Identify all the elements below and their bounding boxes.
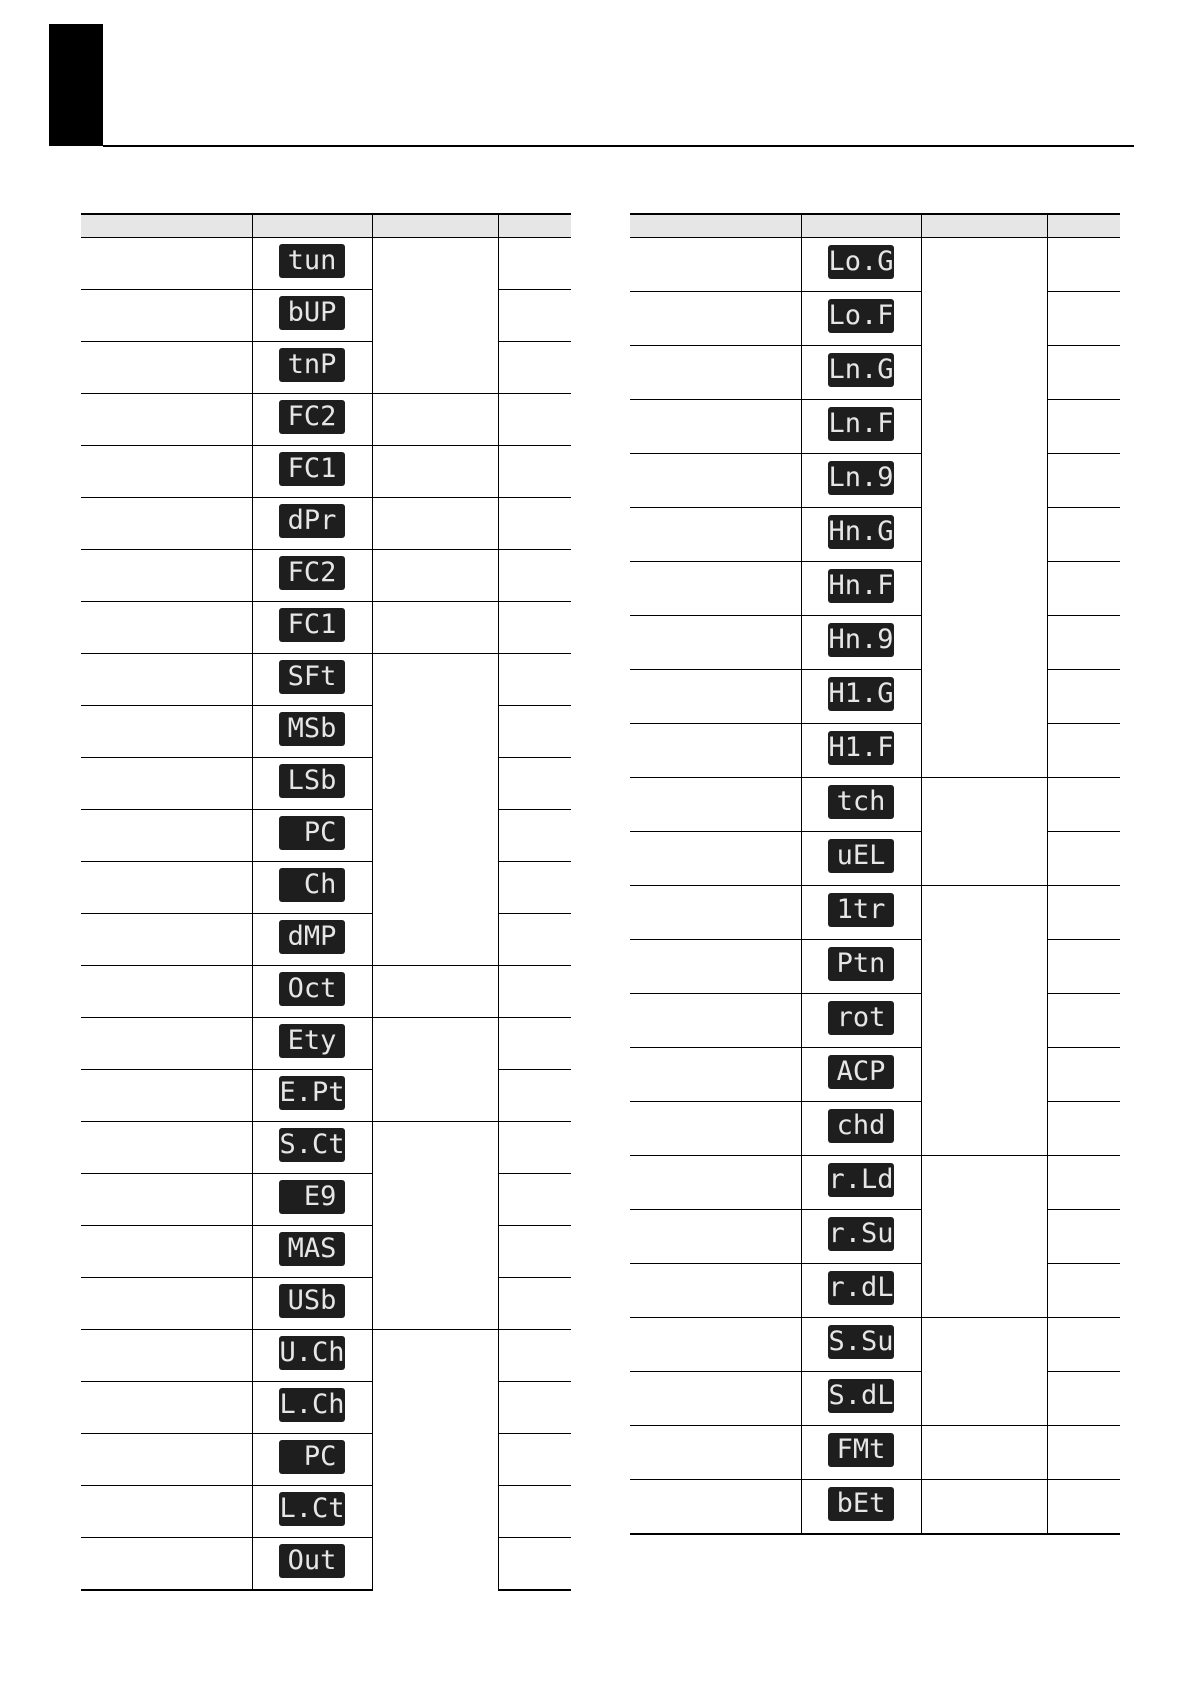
lcd-display: Lo.G [828, 246, 894, 277]
table-row [81, 914, 571, 966]
parameter-cell [81, 758, 252, 810]
lcd-display: E9 [279, 1180, 345, 1214]
page-cell [1047, 562, 1120, 616]
group-cell [921, 238, 1047, 778]
parameter-cell [630, 508, 801, 562]
parameter-cell [630, 1318, 801, 1372]
lcd-display: bUP [279, 296, 345, 330]
display-cell [801, 346, 921, 400]
table-row [630, 616, 1120, 670]
table-row [81, 1330, 571, 1382]
page-cell [498, 290, 571, 342]
display-cell [252, 290, 372, 342]
table-row [630, 454, 1120, 508]
page-cell [1047, 238, 1120, 292]
parameter-cell [81, 1486, 252, 1538]
page-cell [1047, 400, 1120, 454]
page-cell [498, 446, 571, 498]
table-row [81, 290, 571, 342]
lcd-display: ACP [828, 1055, 894, 1089]
table-row [630, 1480, 1120, 1534]
left-table [81, 213, 571, 1591]
parameter-cell [81, 342, 252, 394]
table-row [630, 1264, 1120, 1318]
parameter-cell [630, 292, 801, 346]
display-cell [252, 446, 372, 498]
group-cell [372, 602, 498, 654]
lcd-display: Lo.F [828, 300, 894, 331]
page-cell [498, 1434, 571, 1486]
display-cell [252, 1330, 372, 1382]
display-cell [801, 238, 921, 292]
lcd-display: FMt [828, 1433, 894, 1467]
parameter-cell [81, 394, 252, 446]
display-cell [252, 758, 372, 810]
table-row [630, 1372, 1120, 1426]
lcd-display: 1tr [828, 893, 894, 927]
table-row [630, 1102, 1120, 1156]
display-cell [801, 994, 921, 1048]
display-cell [252, 1382, 372, 1434]
page-cell [1047, 346, 1120, 400]
display-cell [801, 1318, 921, 1372]
display-cell [801, 724, 921, 778]
lcd-display: Hn.F [828, 570, 894, 601]
page-cell [498, 238, 571, 290]
table-row [81, 498, 571, 550]
page-cell [1047, 886, 1120, 940]
display-cell [801, 940, 921, 994]
display-cell [801, 1426, 921, 1480]
parameter-cell [81, 1278, 252, 1330]
lcd-display: H1.G [828, 678, 894, 709]
table-row [81, 1070, 571, 1122]
right-table [630, 213, 1120, 1535]
display-cell [252, 914, 372, 966]
table-row [81, 1538, 571, 1590]
lcd-display: LSb [279, 764, 345, 798]
group-cell [372, 238, 498, 394]
lcd-display: Hn.G [828, 516, 894, 547]
page-cell [1047, 1210, 1120, 1264]
page-cell [498, 1382, 571, 1434]
parameter-cell [630, 346, 801, 400]
table-row [630, 832, 1120, 886]
table-row [81, 758, 571, 810]
page-cell [498, 1486, 571, 1538]
parameter-cell [81, 810, 252, 862]
page-cell [1047, 508, 1120, 562]
parameter-cell [630, 1372, 801, 1426]
table-row [630, 940, 1120, 994]
parameter-cell [630, 832, 801, 886]
parameter-cell [81, 1538, 252, 1590]
page-cell [1047, 1264, 1120, 1318]
page-cell [498, 758, 571, 810]
table-row [630, 994, 1120, 1048]
display-cell [252, 342, 372, 394]
table-row [81, 446, 571, 498]
parameter-cell [630, 562, 801, 616]
parameter-cell [630, 1264, 801, 1318]
lcd-display: PC [279, 1440, 345, 1474]
table-row [81, 654, 571, 706]
table-row [630, 562, 1120, 616]
page-cell [498, 602, 571, 654]
group-cell [921, 1480, 1047, 1534]
display-cell [801, 508, 921, 562]
table-row [81, 394, 571, 446]
table-row [630, 1210, 1120, 1264]
lcd-display: Hn.9 [828, 624, 894, 655]
page-cell [498, 1018, 571, 1070]
table-row [81, 1434, 571, 1486]
group-cell [372, 446, 498, 498]
table-row [81, 550, 571, 602]
parameter-cell [81, 238, 252, 290]
parameter-cell [630, 940, 801, 994]
display-cell [801, 1480, 921, 1534]
table-row [81, 966, 571, 1018]
page-cell [498, 966, 571, 1018]
parameter-cell [630, 778, 801, 832]
display-cell [801, 292, 921, 346]
lcd-display: uEL [828, 839, 894, 873]
lcd-display: S.Ct [279, 1129, 345, 1160]
display-cell [252, 498, 372, 550]
display-cell [252, 394, 372, 446]
table-row [630, 400, 1120, 454]
lcd-display: dMP [279, 920, 345, 954]
parameter-cell [630, 1480, 801, 1534]
table-header-row [81, 214, 571, 238]
lcd-display: U.Ch [279, 1337, 345, 1368]
lcd-display: S.dL [828, 1380, 894, 1411]
table-row [630, 508, 1120, 562]
page-cell [1047, 940, 1120, 994]
lcd-display: r.Su [828, 1218, 894, 1249]
parameter-cell [630, 1156, 801, 1210]
lcd-display: MAS [279, 1232, 345, 1266]
display-cell [252, 966, 372, 1018]
table-row [81, 862, 571, 914]
display-cell [801, 1210, 921, 1264]
display-cell [252, 1070, 372, 1122]
display-cell [801, 1102, 921, 1156]
group-cell [921, 1156, 1047, 1318]
table-row [81, 706, 571, 758]
page-cell [498, 1330, 571, 1382]
lcd-display: Ln.G [828, 354, 894, 385]
page-cell [498, 1226, 571, 1278]
parameter-cell [630, 400, 801, 454]
parameter-cell [81, 1122, 252, 1174]
table-row [630, 1426, 1120, 1480]
lcd-display: Ln.F [828, 408, 894, 439]
lcd-display: bEt [828, 1487, 894, 1521]
parameter-cell [630, 1210, 801, 1264]
lcd-display: PC [279, 816, 345, 850]
page-cell [498, 550, 571, 602]
parameter-cell [81, 654, 252, 706]
parameter-cell [630, 454, 801, 508]
lcd-display: chd [828, 1109, 894, 1143]
page-cell [1047, 832, 1120, 886]
page-cell [1047, 670, 1120, 724]
parameter-cell [630, 1048, 801, 1102]
page-cell [1047, 1426, 1120, 1480]
lcd-display: tch [828, 785, 894, 819]
table-header-row [630, 214, 1120, 238]
display-cell [252, 602, 372, 654]
display-cell [801, 1264, 921, 1318]
column-header [630, 214, 801, 238]
page-cell [498, 706, 571, 758]
parameter-cell [81, 602, 252, 654]
display-cell [252, 810, 372, 862]
table-row [630, 238, 1120, 292]
lcd-display: SFt [279, 660, 345, 694]
parameter-cell [630, 886, 801, 940]
parameter-cell [81, 446, 252, 498]
display-cell [252, 654, 372, 706]
table-row [81, 1486, 571, 1538]
table-row [630, 778, 1120, 832]
display-cell [801, 832, 921, 886]
lcd-display: Ptn [828, 947, 894, 981]
column-header [372, 214, 498, 238]
page-cell [498, 1122, 571, 1174]
column-header [1047, 214, 1120, 238]
table-row [81, 1018, 571, 1070]
page-cell [498, 914, 571, 966]
lcd-display: Ln.9 [828, 462, 894, 493]
parameter-cell [81, 1382, 252, 1434]
display-cell [252, 1018, 372, 1070]
page-cell [1047, 292, 1120, 346]
parameter-cell [81, 1330, 252, 1382]
parameter-cell [81, 498, 252, 550]
page-cell [1047, 454, 1120, 508]
table-row [630, 724, 1120, 778]
group-cell [921, 1426, 1047, 1480]
page-cell [498, 1538, 571, 1590]
group-cell [372, 1122, 498, 1330]
display-cell [252, 238, 372, 290]
parameter-cell [630, 994, 801, 1048]
display-cell [252, 862, 372, 914]
page-cell [1047, 1318, 1120, 1372]
display-cell [801, 1372, 921, 1426]
parameter-cell [81, 550, 252, 602]
lcd-display: Oct [279, 972, 345, 1006]
parameter-cell [81, 1018, 252, 1070]
group-cell [921, 778, 1047, 886]
table-row [81, 1226, 571, 1278]
column-header [81, 214, 252, 238]
page-cell [1047, 1048, 1120, 1102]
parameter-cell [81, 706, 252, 758]
display-cell [801, 454, 921, 508]
lcd-display: MSb [279, 712, 345, 746]
group-cell [372, 1330, 498, 1590]
table-row [630, 346, 1120, 400]
display-cell [801, 616, 921, 670]
parameter-cell [81, 862, 252, 914]
display-cell [252, 1434, 372, 1486]
group-cell [372, 498, 498, 550]
lcd-display: rot [828, 1001, 894, 1035]
parameter-cell [630, 238, 801, 292]
table-row [81, 810, 571, 862]
parameter-cell [81, 1434, 252, 1486]
display-cell [252, 1278, 372, 1330]
display-cell [801, 400, 921, 454]
parameter-cell [630, 1102, 801, 1156]
page-cell [498, 1278, 571, 1330]
page-cell [1047, 1480, 1120, 1534]
group-cell [372, 550, 498, 602]
page-cell [498, 654, 571, 706]
lcd-display: FC1 [279, 452, 345, 486]
header-rule [103, 145, 1134, 147]
display-cell [801, 1048, 921, 1102]
display-cell [801, 1156, 921, 1210]
lcd-display: L.Ch [279, 1389, 345, 1420]
page-cell [498, 342, 571, 394]
group-cell [372, 1018, 498, 1122]
group-cell [372, 966, 498, 1018]
parameter-cell [630, 670, 801, 724]
table-row [81, 1174, 571, 1226]
column-header [252, 214, 372, 238]
parameter-cell [81, 914, 252, 966]
group-cell [372, 654, 498, 966]
table-row [81, 1382, 571, 1434]
lcd-display: FC2 [279, 400, 345, 434]
group-cell [921, 1318, 1047, 1426]
lcd-display: dPr [279, 504, 345, 538]
lcd-display: tnP [279, 348, 345, 382]
parameter-cell [630, 724, 801, 778]
page-cell [498, 394, 571, 446]
lcd-display: r.Ld [828, 1164, 894, 1195]
lcd-display: r.dL [828, 1272, 894, 1303]
page-cell [498, 862, 571, 914]
display-cell [801, 778, 921, 832]
table-row [630, 1318, 1120, 1372]
parameter-cell [81, 290, 252, 342]
table-row [81, 238, 571, 290]
column-header [801, 214, 921, 238]
group-cell [921, 886, 1047, 1156]
parameter-cell [81, 1226, 252, 1278]
table-row [81, 1122, 571, 1174]
display-cell [252, 1226, 372, 1278]
page-cell [498, 498, 571, 550]
display-cell [801, 670, 921, 724]
table-row [630, 1048, 1120, 1102]
page-cell [498, 810, 571, 862]
page-cell [1047, 1102, 1120, 1156]
lcd-display: Out [279, 1544, 345, 1578]
table-row [630, 670, 1120, 724]
page-cell [498, 1174, 571, 1226]
display-cell [252, 1538, 372, 1590]
lcd-display: Ety [279, 1024, 345, 1058]
table-row [81, 1278, 571, 1330]
section-tab [49, 24, 103, 146]
lcd-display: FC1 [279, 608, 345, 642]
lcd-display: tun [279, 244, 345, 278]
table-row [81, 602, 571, 654]
parameter-cell [81, 1174, 252, 1226]
parameter-cell [630, 1426, 801, 1480]
page-cell [1047, 724, 1120, 778]
lcd-display: E.Pt [279, 1077, 345, 1108]
lcd-display: USb [279, 1284, 345, 1318]
lcd-display: Ch [279, 868, 345, 902]
page-cell [1047, 1372, 1120, 1426]
parameter-cell [81, 966, 252, 1018]
display-cell [801, 886, 921, 940]
table-row [630, 886, 1120, 940]
group-cell [372, 394, 498, 446]
display-cell [252, 550, 372, 602]
table-row [81, 342, 571, 394]
display-cell [801, 562, 921, 616]
page-cell [1047, 994, 1120, 1048]
lcd-display: H1.F [828, 732, 894, 763]
display-cell [252, 706, 372, 758]
column-header [921, 214, 1047, 238]
parameter-cell [81, 1070, 252, 1122]
table-row [630, 1156, 1120, 1210]
display-cell [252, 1174, 372, 1226]
display-cell [252, 1486, 372, 1538]
lcd-display: FC2 [279, 556, 345, 590]
page-cell [1047, 1156, 1120, 1210]
page-cell [1047, 778, 1120, 832]
table-row [630, 292, 1120, 346]
page-cell [1047, 616, 1120, 670]
lcd-display: L.Ct [279, 1493, 345, 1524]
column-header [498, 214, 571, 238]
parameter-cell [630, 616, 801, 670]
page-cell [498, 1070, 571, 1122]
lcd-display: S.Su [828, 1326, 894, 1357]
display-cell [252, 1122, 372, 1174]
